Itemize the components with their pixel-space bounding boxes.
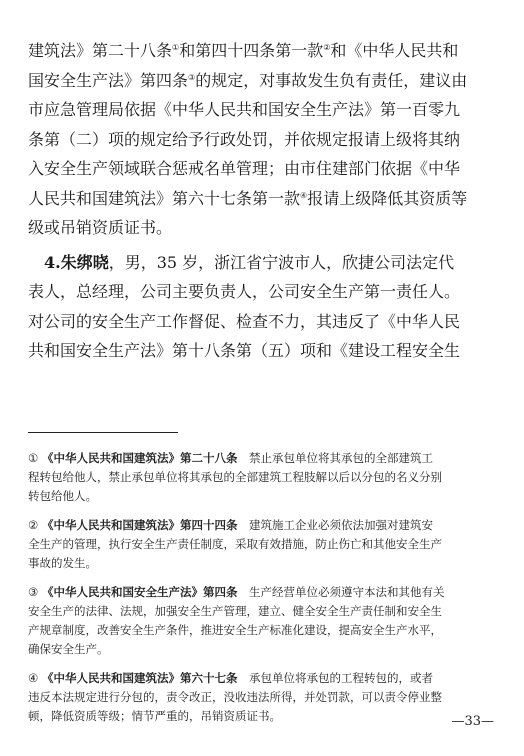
- footnote-2: ② 《中华人民共和国建筑法》第四十四条 建筑施工企业必须依法加强对建筑安 全生产的管理，执行安全生产责任制度，采取有效措施，防止伤亡和其他安全生产 事故的发生。: [28, 518, 442, 570]
- text-line: 4.朱绑晓，男，35 岁，浙江省宁波市人，欣捷公司法定代: [44, 252, 455, 272]
- text-line: 表人，总经理，公司主要负责人，公司安全生产第一责任人。: [28, 282, 461, 301]
- person-heading: 4.朱绑晓: [44, 252, 109, 272]
- text-line: 级或吊销资质证书。: [28, 218, 173, 237]
- footnote-1: ① 《中华人民共和国建筑法》第二十八条 禁止承包单位将其承包的全部建筑工 程转包给他人，禁止承包单位将其承包的全部建筑工程肢解以后以分包的名义分别 转包给他人。: [28, 451, 442, 503]
- text-line: 对公司的安全生产工作督促、检查不力，其违反了《中华人民: [28, 311, 461, 331]
- footnotes: [28, 449, 496, 736]
- text-line: 共和国安全生产法》第十八条第（五）项和《建设工程安全生: [28, 341, 461, 360]
- footnote-ref[interactable]: ③: [188, 72, 196, 82]
- footnote-title: 《中华人民共和国安全生产法》第四条: [41, 585, 238, 599]
- text-line: 条第（二）项的规定给予行政处罚，并依规定报请上级将其纳: [28, 129, 461, 149]
- footnote-title: 《中华人民共和国建筑法》第六十七条: [41, 671, 238, 685]
- footnote-3: ③ 《中华人民共和国安全生产法》第四条 生产经营单位必须遵守本法和其他有关 安全生产的法律、法规，加强安全生产管理，建立、健全安全生产责任制和安全生 产规章制度，改善安全生产条件，推进安全生产标准化建设，提高安全生产水平， 确保安全生产。: [28, 585, 445, 656]
- text-line: 国安全生产法》第四条③的规定，对事故发生负有责任，建议由: [28, 70, 468, 90]
- body-text: [28, 36, 496, 366]
- footnote-ref[interactable]: ④: [300, 190, 308, 200]
- footnote-marker: ①: [28, 451, 39, 465]
- text-line: 入安全生产领域联合惩戒名单管理；由市住建部门依据《中华: [28, 159, 461, 178]
- footnote-ref[interactable]: ①: [172, 43, 180, 52]
- text-line: 人民共和国建筑法》第六十七条第一款④报请上级降低其资质等: [28, 188, 468, 208]
- page-number: —33—: [451, 714, 494, 729]
- footnote-title: 《中华人民共和国建筑法》第四十四条: [41, 518, 238, 532]
- footnote-marker: ④: [28, 671, 39, 685]
- footnote-marker: ②: [28, 518, 39, 532]
- footnote-marker: ③: [28, 585, 39, 599]
- text-line: 建筑法》第二十八条①和第四十四条第一款②和《中华人民共和: [28, 41, 459, 60]
- footnote-4: ④ 《中华人民共和国建筑法》第六十七条 承包单位将承包的工程转包的，或者 违反本法规定进行分包的，责令改正，没收违法所得，并处罚款，可以责令停业整 顿，降低资质等级；情节严重的，吊销资质证书。: [28, 671, 442, 723]
- footnote-divider: [28, 432, 178, 433]
- footnote-ref[interactable]: ②: [323, 43, 331, 52]
- footnote-title: 《中华人民共和国建筑法》第二十八条: [41, 451, 238, 465]
- text-line: 市应急管理局依据《中华人民共和国安全生产法》第一百零九: [28, 100, 461, 119]
